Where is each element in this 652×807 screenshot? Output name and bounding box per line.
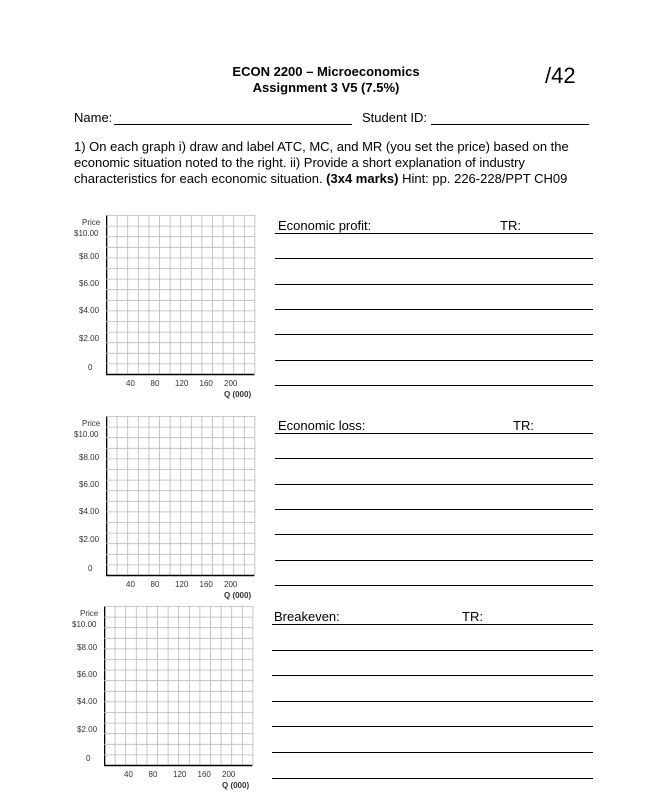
x-tick-label: 200 [222, 770, 236, 779]
course-title: ECON 2200 – Microeconomics [232, 64, 420, 79]
name-label: Name: [74, 110, 113, 125]
tr-label: TR: [513, 418, 534, 433]
x-tick-label: 40 [126, 580, 135, 589]
situation-label: Economic loss: [278, 418, 366, 433]
answer-line[interactable] [275, 585, 593, 586]
graph-grid [104, 606, 254, 767]
answer-line[interactable] [275, 509, 593, 510]
y-tick-label: $4.00 [77, 697, 98, 706]
y-tick-label: 0 [88, 363, 93, 372]
answer-line[interactable] [272, 650, 593, 651]
answer-line[interactable] [275, 458, 593, 459]
hint-text: Hint: pp. 226-228/PPT CH09 [398, 171, 568, 186]
y-tick-label: $4.00 [79, 507, 100, 516]
y-tick-label: $6.00 [79, 480, 100, 489]
y-axis-title: Price [82, 218, 101, 227]
marks-label: (3x4 marks) [326, 171, 399, 186]
y-axis-title: Price [80, 609, 99, 618]
x-tick-label: 160 [199, 379, 213, 388]
y-tick-label: $8.00 [79, 453, 100, 462]
x-tick-label: 120 [175, 379, 189, 388]
answer-line[interactable] [275, 484, 593, 485]
student-id-label: Student ID: [362, 110, 428, 125]
x-tick-label: 120 [173, 770, 187, 779]
answer-line[interactable] [275, 360, 593, 361]
answer-line[interactable] [275, 233, 593, 234]
answer-line[interactable] [272, 752, 593, 753]
x-tick-label: 120 [175, 580, 189, 589]
question-line-2: economic situation noted to the right. ii) Provide a short explanation of industry [74, 155, 525, 170]
tr-label: TR: [500, 218, 521, 233]
graph-grid [106, 215, 256, 376]
answer-line[interactable] [272, 675, 593, 676]
answer-line[interactable] [272, 624, 593, 625]
y-tick-label: $8.00 [77, 643, 98, 652]
student-id-field[interactable] [431, 124, 589, 125]
question-line-3 [74, 171, 589, 187]
question-line-3-text: characteristics for each economic situation. [74, 171, 327, 186]
x-tick-label: 160 [197, 770, 211, 779]
y-tick-label: $2.00 [79, 334, 100, 343]
y-tick-label: $6.00 [79, 279, 100, 288]
y-tick-label: $6.00 [77, 670, 98, 679]
y-axis-title: Price [82, 419, 101, 428]
answer-line[interactable] [275, 309, 593, 310]
y-tick-label: $2.00 [77, 725, 98, 734]
x-tick-label: 200 [224, 379, 238, 388]
x-tick-label: 160 [199, 580, 213, 589]
tr-label: TR: [462, 609, 483, 624]
y-tick-label: $8.00 [79, 252, 100, 261]
y-tick-label: $4.00 [79, 306, 100, 315]
x-tick-label: 80 [150, 580, 160, 589]
y-tick-label: $2.00 [79, 535, 100, 544]
situation-label: Economic profit: [278, 218, 372, 233]
graph-grid [106, 416, 256, 577]
answer-line[interactable] [275, 334, 593, 335]
y-tick-label: 0 [88, 564, 93, 573]
y-tick-label: $10.00 [74, 229, 99, 238]
y-tick-label: $10.00 [74, 430, 99, 439]
question-line-1: 1) On each graph i) draw and label ATC, MC, and MR (you set the price) based on the [74, 139, 569, 154]
answer-line[interactable] [275, 258, 593, 259]
answer-line[interactable] [275, 560, 593, 561]
answer-line[interactable] [275, 433, 593, 434]
x-tick-label: 80 [148, 770, 158, 779]
x-axis-title: Q (000) [224, 591, 252, 600]
answer-line[interactable] [272, 726, 593, 727]
answer-line[interactable] [275, 284, 593, 285]
answer-line[interactable] [272, 701, 593, 702]
x-tick-label: 40 [126, 379, 135, 388]
question-text [74, 139, 589, 187]
answer-line[interactable] [275, 385, 593, 386]
situation-label: Breakeven: [274, 609, 340, 624]
x-axis-title: Q (000) [222, 781, 250, 790]
y-tick-label: $10.00 [72, 620, 97, 629]
assignment-title: Assignment 3 V5 (7.5%) [252, 80, 400, 95]
y-tick-label: 0 [86, 754, 91, 763]
x-tick-label: 200 [224, 580, 238, 589]
answer-line[interactable] [275, 534, 593, 535]
total-score: /42 [545, 63, 576, 88]
x-axis-title: Q (000) [224, 390, 252, 399]
x-tick-label: 80 [150, 379, 160, 388]
answer-line[interactable] [272, 778, 593, 779]
name-field[interactable] [114, 124, 352, 125]
x-tick-label: 40 [124, 770, 133, 779]
